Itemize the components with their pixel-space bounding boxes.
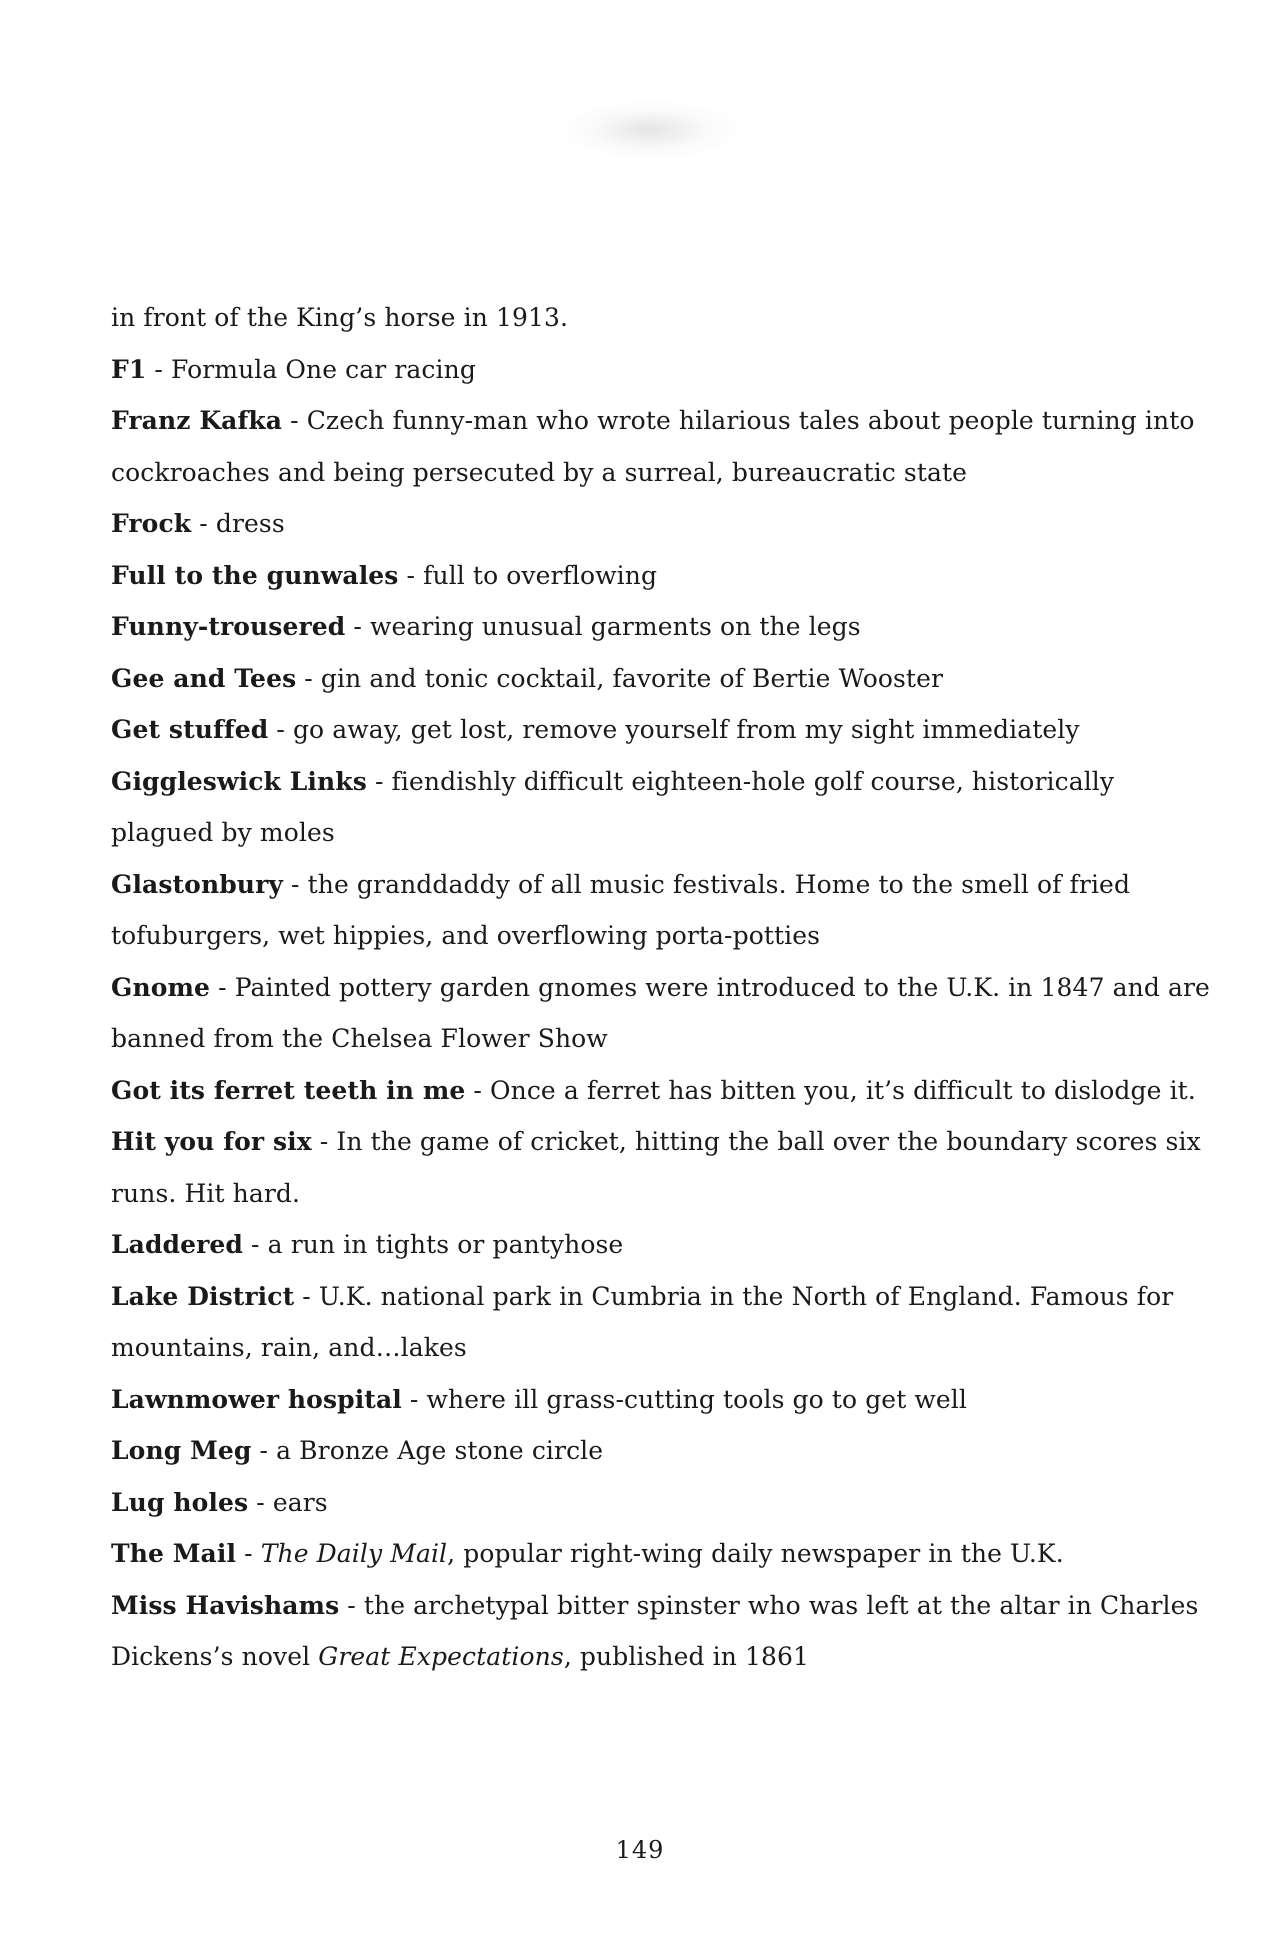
glossary-entry xyxy=(111,704,1141,756)
entry-definition: - Once a ferret has bitten you, it’s difficult to dislodge it. xyxy=(465,1075,1196,1105)
glossary-entry xyxy=(111,962,1210,1014)
glossary-entry-continued xyxy=(111,910,1141,962)
continuation-line: in front of the King’s horse in 1913. xyxy=(111,303,569,332)
entry-title-italic: The Daily Mail xyxy=(260,1539,448,1568)
glossary-entry-miss-havishams-continued xyxy=(111,1631,1141,1683)
glossary-entry-the-mail xyxy=(111,1528,1141,1580)
glossary-entry xyxy=(111,1116,1201,1168)
glossary-entry-continued xyxy=(111,807,1141,859)
entry-definition: tofuburgers, wet hippies, and overflowing porta-potties xyxy=(111,921,821,950)
entry-term: Full to the gunwales xyxy=(111,560,399,590)
entry-definition: - a Bronze Age stone circle xyxy=(251,1436,604,1465)
entry-term: Miss Havishams xyxy=(111,1590,340,1620)
entry-definition: - U.K. national park in Cumbria in the North of England. Famous for xyxy=(294,1281,1174,1311)
entry-title-italic: Great Expectations xyxy=(318,1642,564,1671)
entry-definition: - a run in tights or pantyhose xyxy=(243,1230,624,1259)
entry-definition: - fiendishly difficult eighteen-hole golf course, historically xyxy=(366,766,1115,796)
glossary-entry xyxy=(111,653,1141,705)
entry-definition: - dress xyxy=(191,509,285,538)
entry-definition: cockroaches and being persecuted by a surreal, bureaucratic state xyxy=(111,457,968,487)
entry-definition: - gin and tonic cocktail, favorite of Bertie Wooster xyxy=(296,663,944,693)
entry-definition: - wearing unusual garments on the legs xyxy=(345,612,861,641)
glossary-entry xyxy=(111,601,1141,653)
entry-definition: - In the game of cricket, hitting the ball over the boundary scores six xyxy=(311,1127,1201,1156)
entry-term: Glastonbury xyxy=(111,869,283,899)
entry-definition: - Painted pottery garden gnomes were introduced to the U.K. in 1847 and are xyxy=(210,972,1210,1002)
entry-dash: - xyxy=(236,1539,261,1568)
entry-definition: - the archetypal bitter spinster who was left at the altar in Charles xyxy=(339,1590,1199,1620)
entry-term: Gee and Tees xyxy=(111,663,297,693)
entry-definition: - the granddaddy of all music festivals. Home to the smell of fried xyxy=(282,869,1131,899)
entry-term: Funny-trousered xyxy=(111,612,346,641)
entry-term: The Mail xyxy=(111,1539,237,1568)
glossary-entry xyxy=(111,756,1141,808)
scan-smudge xyxy=(560,100,740,160)
entry-term: Frock xyxy=(111,509,192,538)
entry-definition: plagued by moles xyxy=(111,818,335,847)
entry-definition: - Formula One car racing xyxy=(146,354,476,384)
entry-term: Hit you for six xyxy=(111,1127,312,1156)
entry-term: Lake District xyxy=(111,1281,295,1311)
entry-definition: - Czech funny-man who wrote hilarious tales about people turning into xyxy=(282,406,1195,435)
entry-definition: banned from the Chelsea Flower Show xyxy=(111,1024,608,1053)
glossary-entry xyxy=(111,550,1141,602)
entry-term: Giggleswick Links xyxy=(111,766,367,796)
entry-definition: - full to overflowing xyxy=(398,560,658,590)
glossary-entry xyxy=(111,1425,1141,1477)
glossary-text xyxy=(111,292,1210,1683)
glossary-entry xyxy=(111,395,1195,447)
entry-definition: - go away, get lost, remove yourself from my sight immediately xyxy=(268,715,1080,744)
glossary-entry-continued xyxy=(111,447,1141,499)
glossary-entries xyxy=(111,344,1210,1529)
page-number: 149 xyxy=(615,1836,665,1864)
entry-term: Laddered xyxy=(111,1230,244,1259)
glossary-entry xyxy=(111,344,1141,396)
glossary-entry xyxy=(111,1065,1196,1117)
glossary-entry xyxy=(111,1477,1141,1529)
glossary-entry-continued xyxy=(111,1168,1141,1220)
entry-term: Got its ferret teeth in me xyxy=(111,1075,466,1105)
entry-term: Long Meg xyxy=(111,1436,252,1465)
glossary-entry xyxy=(111,498,1141,550)
entry-definition: , published in 1861 xyxy=(563,1642,810,1671)
entry-definition: Dickens’s novel xyxy=(111,1642,319,1671)
glossary-entry xyxy=(111,1271,1174,1323)
entry-definition: - ears xyxy=(248,1487,328,1517)
entry-definition: mountains, rain, and…lakes xyxy=(111,1333,467,1362)
glossary-entry-miss-havishams xyxy=(111,1580,1199,1632)
glossary-entry xyxy=(111,1219,1141,1271)
entry-term: Lawnmower hospital xyxy=(111,1384,402,1414)
glossary-entry-continued xyxy=(111,1013,1141,1065)
entry-term: Gnome xyxy=(111,972,211,1002)
glossary-entry-continued xyxy=(111,1322,1141,1374)
entry-definition: runs. Hit hard. xyxy=(111,1178,301,1208)
entry-term: F1 xyxy=(111,354,147,384)
entry-definition: , popular right-wing daily newspaper in the U.K. xyxy=(447,1539,1064,1568)
entry-term: Get stuffed xyxy=(111,715,269,744)
glossary-entry xyxy=(111,859,1141,911)
glossary-entry xyxy=(111,1374,1141,1426)
entry-term: Franz Kafka xyxy=(111,406,283,435)
entry-definition: - where ill grass-cutting tools go to get well xyxy=(401,1384,967,1414)
entry-term: Lug holes xyxy=(111,1487,249,1517)
